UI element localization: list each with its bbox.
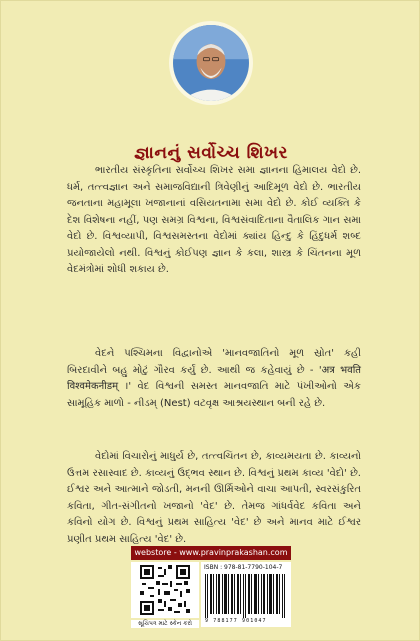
webstore-link[interactable]: webstore - www.pravinprakashan.com [131,546,291,560]
qr-code[interactable] [131,562,199,618]
qr-code-icon [140,565,190,615]
isbn-barcode [201,562,291,627]
body-paragraph-3: વેદોમાં વિચારોનું માધુર્ય છે, તત્ત્વચિંતન છે, કાવ્યમયતા છે. કાવ્યનો ઉત્તમ રસાસ્વાદ છે. કાવ્યનું ઉદ્ભવ સ્થાન છે. વિશ્વનું પ્રથમ કાવ્ય 'વેદો' છે. ઈશ્વર અને આત્માને જોડતી, મનની ઊર્મિઓને વાચા આપતી, સ્વરસંકુરિત કવિતા, ગીત-સંગીતનો ખજાનો 'વેદ' છે. તેમજ ગાંધર્વવેદ કવિતા અને કવિનો યોગ છે. વિશ્વનું પ્રથમ સાહિત્ય 'વેદ' છે અને માનવ માટે ઈશ્વર પ્રણીત પ્રથમ સાહિત્ય 'વેદ' છે. [67,451,361,545]
body-paragraph-2: વેદને પશ્ચિમના વિદ્વાનોએ 'માનવજાતિનો મૂળ સ્રોત' કહી બિરદાવીને બહુ મોટું ગૌરવ કર્યું છે. આથી જ કહેવાયું છે - 'अत्र भवति विश्वमेकनीडम् ।' વેદ વિશ્વની સમસ્ત માનવજાતિ માટે પંખીઓનો એક સામૂહિક માળો - નીડમ્ (Nest) વટવૃક્ષ આશ્રયસ્થાન બની રહે છે. [67,348,361,409]
barcode-icon [205,574,287,618]
barcode-digits: 9 788177 901047 [205,618,267,624]
qr-caption: સૂચિપત્ર માટે સ્કેન કરો [131,620,199,628]
body-paragraph-1: ભારતીય સંસ્કૃતિના સર્વોચ્ચ શિખર સમા જ્ઞાનના હિમાલય વેદો છે. ધર્મ, તત્ત્વજ્ઞાન અને સમાજવિદ્યાની ત્રિવેણીનું આદિમૂળ વેદો છે. ભારતીય જનતાના મહામૂલા ખજાનાનાં વસિયતનામા સમા વેદો છે. કોઈ વ્યક્તિ કે દેશ વિશેષના નહીં, પણ સમગ્ર વિશ્વના, વિશ્વસંવાદિતાના વૈતાલિક ગાન સમા વેદો છે. વિશ્વવ્યાપી, વિશ્વસમસ્તના વેદોમાં ક્યાંય હિન્દુ કે હિંદુધર્મ શબ્દ પ્રયોજાયેલો નથી. વિશ્વનું કોઈપણ જ્ઞાન કે કલા, શાસ્ત્ર કે ચિંતનના મૂળ વેદમંત્રોમાં શોધી શકાય છે. [67,165,361,275]
author-photo [169,21,253,105]
section-title: જ્ઞાનનું સર્વોચ્ચ શિખર [134,143,288,163]
isbn-label: ISBN : 978-81-7790-104-7 [204,564,283,571]
